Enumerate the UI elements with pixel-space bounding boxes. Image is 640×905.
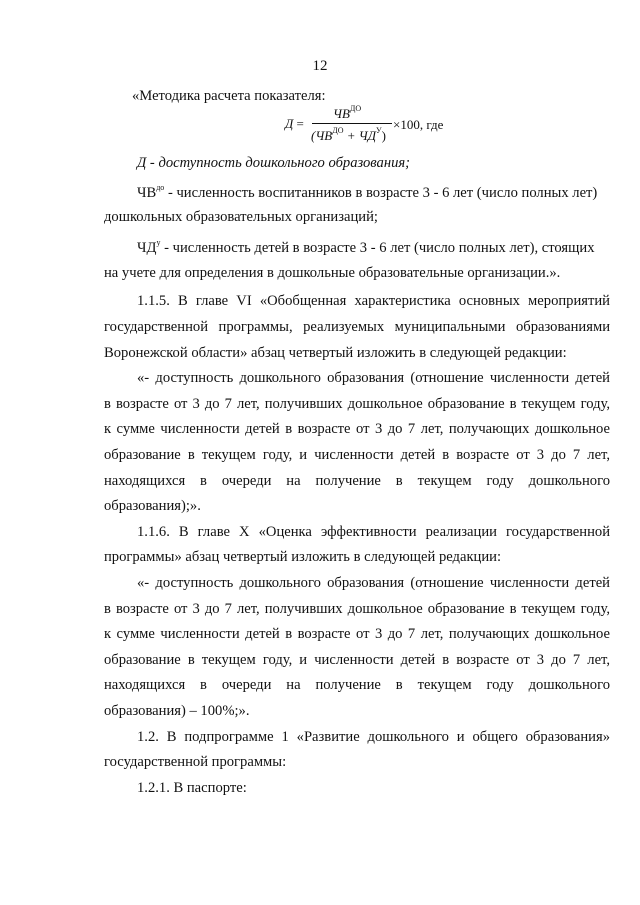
- quote1-line6: образования);».: [104, 498, 201, 514]
- formula-denominator: $(ЧВ^{ДО} + ЧД^У)$: [311, 126, 386, 143]
- definition-chd-line1: [137, 238, 610, 257]
- chd-symbol: ЧД: [137, 240, 157, 256]
- section-1-2-line1: 1.2. В подпрограмме 1 «Развитие дошкольного и общего образования»: [137, 729, 610, 745]
- section-1-1-6-line2: программы» абзац четвертый изложить в следующей редакции:: [104, 549, 502, 565]
- quote1-line3: к сумме численности детей в возрасте от 3 до 7 лет, получающих дошкольное: [104, 421, 610, 437]
- section-1-1-6-line1: 1.1.6. В главе X «Оценка эффективности реализации государственной: [137, 524, 610, 540]
- quote2-line1: «- доступность дошкольного образования (отношение численности детей: [137, 575, 610, 591]
- page-number: 12: [312, 58, 328, 74]
- section-1-2-1: 1.2.1. В паспорте:: [137, 780, 247, 796]
- section-1-2-line2: государственной программы:: [104, 754, 287, 770]
- section-1-1-5-line3: Воронежской области» абзац четвертый изложить в следующей редакции:: [104, 345, 567, 361]
- fraction-bar: [312, 123, 392, 124]
- formula-numerator: $ЧВ^{ДО}$: [333, 104, 362, 121]
- quote1-line4: образование в текущем году, и численности детей в возрасте от 3 до 7 лет,: [104, 447, 610, 463]
- section-1-1-5-line1: 1.1.5. В главе VI «Обобщенная характеристика основных мероприятий: [137, 293, 610, 309]
- methodology-heading: «Методика расчета показателя:: [132, 88, 326, 104]
- formula-multiplier: ×100, где: [393, 117, 444, 132]
- chv-symbol: ЧВ: [137, 185, 157, 201]
- formula-lhs: Д =: [285, 116, 304, 131]
- chv-description: - численность воспитанников в возрасте 3 - 6 лет (число полных лет): [164, 185, 598, 201]
- chd-superscript: у: [156, 238, 161, 247]
- quote1-line5: находящихся в очереди на получение в текущем году дошкольного: [104, 473, 610, 489]
- quote2-line4: образование в текущем году, и численности детей в возрасте от 3 до 7 лет,: [104, 652, 610, 668]
- section-1-1-5-line2: государственной программы, реализуемых муниципальными образованиями: [104, 319, 610, 335]
- quote1-line2: в возрасте от 3 до 7 лет, получивших дошкольное образование в текущем году,: [104, 396, 610, 412]
- chv-superscript: до: [156, 183, 165, 192]
- quote1-line1: «- доступность дошкольного образования (отношение численности детей: [137, 370, 610, 386]
- definition-d: Д - доступность дошкольного образования;: [137, 155, 411, 171]
- quote2-line2: в возрасте от 3 до 7 лет, получивших дошкольное образование в текущем году,: [104, 601, 610, 617]
- chd-description: - численность детей в возрасте 3 - 6 лет (число полных лет), стоящих: [160, 240, 595, 256]
- definition-chv-line1: [137, 183, 610, 202]
- definition-chd-line2: на учете для определения в дошкольные образовательные организации.».: [104, 265, 561, 281]
- quote2-line6: образования) – 100%;».: [104, 703, 250, 719]
- formula: [255, 102, 505, 150]
- quote2-line3: к сумме численности детей в возрасте от 3 до 7 лет, получающих дошкольное: [104, 626, 610, 642]
- definition-chv-line2: дошкольных образовательных организаций;: [104, 209, 378, 225]
- quote2-line5: находящихся в очереди на получение в текущем году дошкольного: [104, 677, 610, 693]
